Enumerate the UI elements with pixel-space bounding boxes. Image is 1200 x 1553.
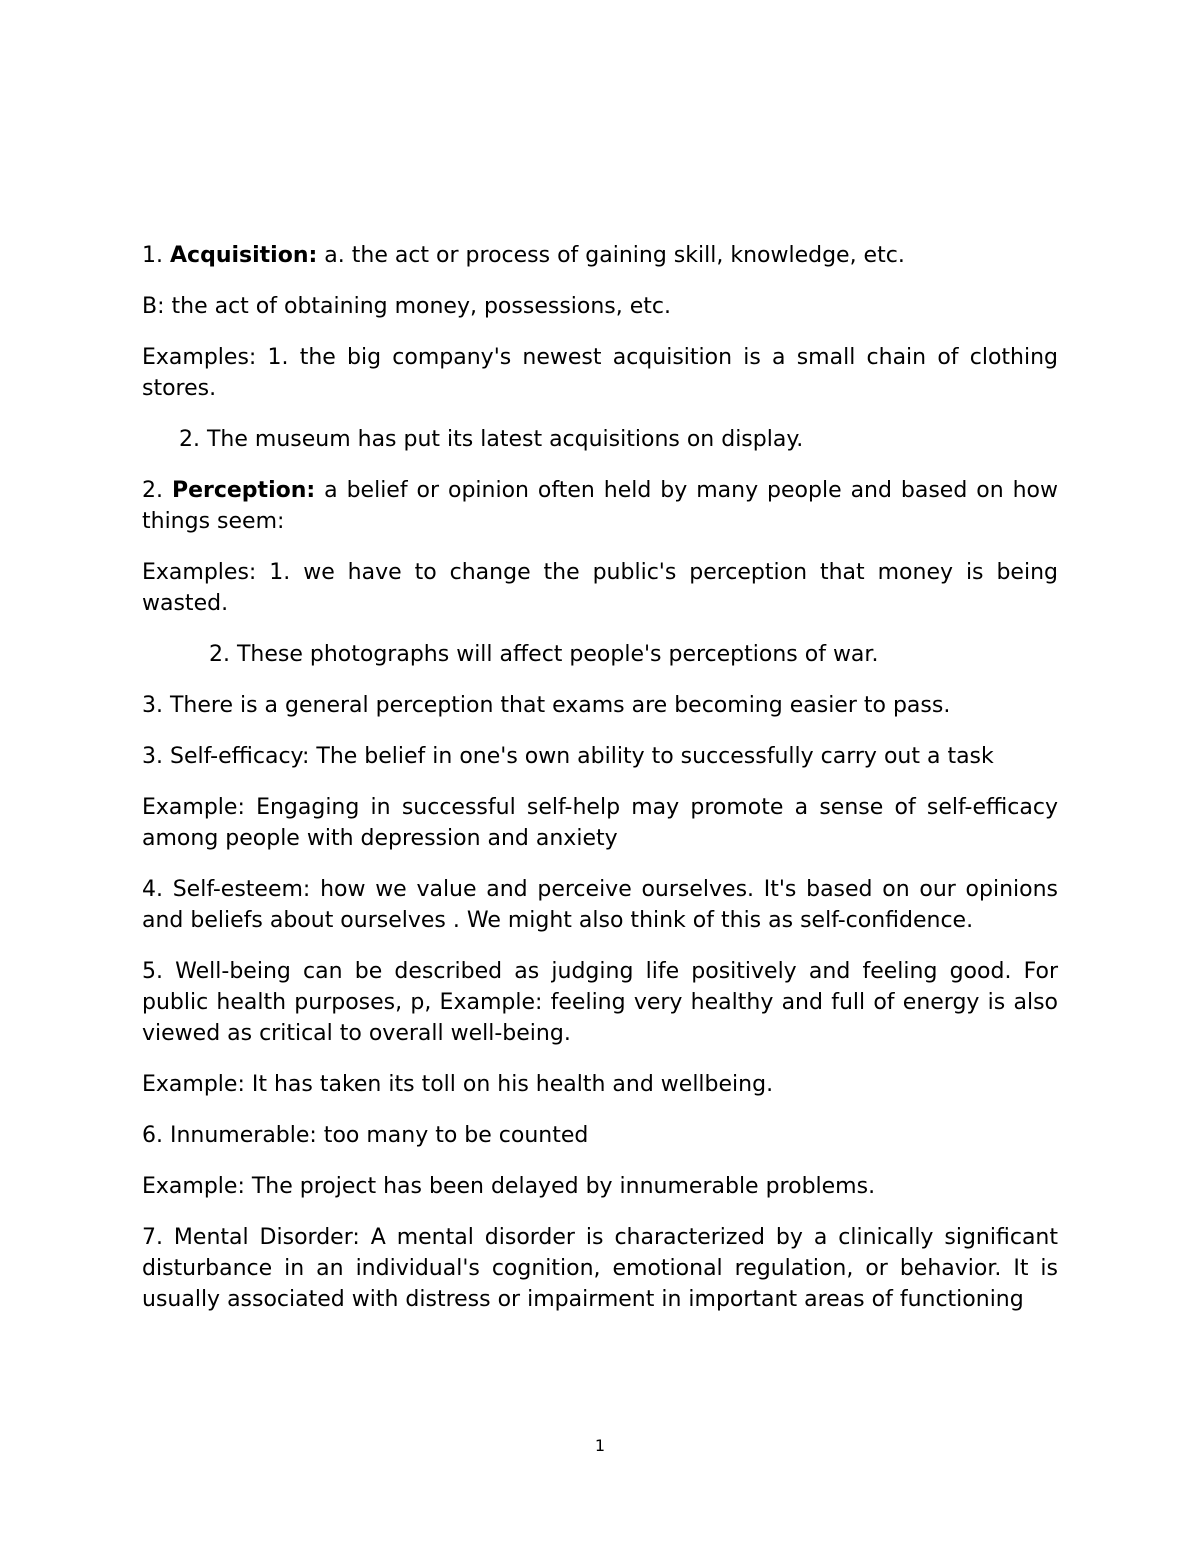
paragraph-acquisition-definition [142,240,1058,271]
paragraph-well-being-definition: 5. Well-being can be described as judging life positively and feeling good. For public health purposes, p, Example: feeling very healthy and full of energy is also viewed as critical to overall well-being. [142,959,1058,1046]
paragraph-innumerable-example: Example: The project has been delayed by innumerable problems. [142,1174,876,1199]
term-perception: Perception: [171,478,316,503]
paragraph-self-efficacy-definition: 3. Self-efficacy: The belief in one's own ability to successfully carry out a task [142,744,994,769]
paragraph-self-esteem-definition: 4. Self-esteem: how we value and perceive ourselves. It's based on our opinions and beliefs about ourselves . We might also think of this as self-confidence. [142,877,1058,933]
paragraph-perception-definition [142,475,1058,537]
paragraph-acquisition-example-2: 2. The museum has put its latest acquisitions on display. [179,427,804,452]
definition-text: a. the act or process of gaining skill, knowledge, etc. [317,243,905,268]
item-number: 2. [142,478,163,503]
document-body [142,240,1058,1335]
definition-text: a belief or opinion often held by many people and based on how things seem: [142,478,1058,534]
paragraph-perception-example-1: Examples: 1. we have to change the public's perception that money is being wasted. [142,560,1058,616]
paragraph-mental-disorder-definition: 7. Mental Disorder: A mental disorder is characterized by a clinically significant disturbance in an individual's cognition, emotional regulation, or behavior. It is usually associated with distress or impairment in important areas of functioning [142,1225,1058,1312]
paragraph-well-being-example: Example: It has taken its toll on his health and wellbeing. [142,1072,774,1097]
term-acquisition: Acquisition: [170,243,318,268]
item-number: 1. [142,243,163,268]
paragraph-perception-example-3: 3. There is a general perception that exams are becoming easier to pass. [142,693,951,718]
paragraph-innumerable-definition: 6. Innumerable: too many to be counted [142,1123,589,1148]
paragraph-acquisition-example-1: Examples: 1. the big company's newest acquisition is a small chain of clothing stores. [142,345,1058,401]
paragraph-self-efficacy-example: Example: Engaging in successful self-help may promote a sense of self-efficacy among people with depression and anxiety [142,795,1058,851]
paragraph-acquisition-definition-b: B: the act of obtaining money, possessions, etc. [142,294,671,319]
paragraph-perception-example-2: 2. These photographs will affect people's perceptions of war. [209,642,879,667]
page-number: 1 [594,1436,606,1455]
